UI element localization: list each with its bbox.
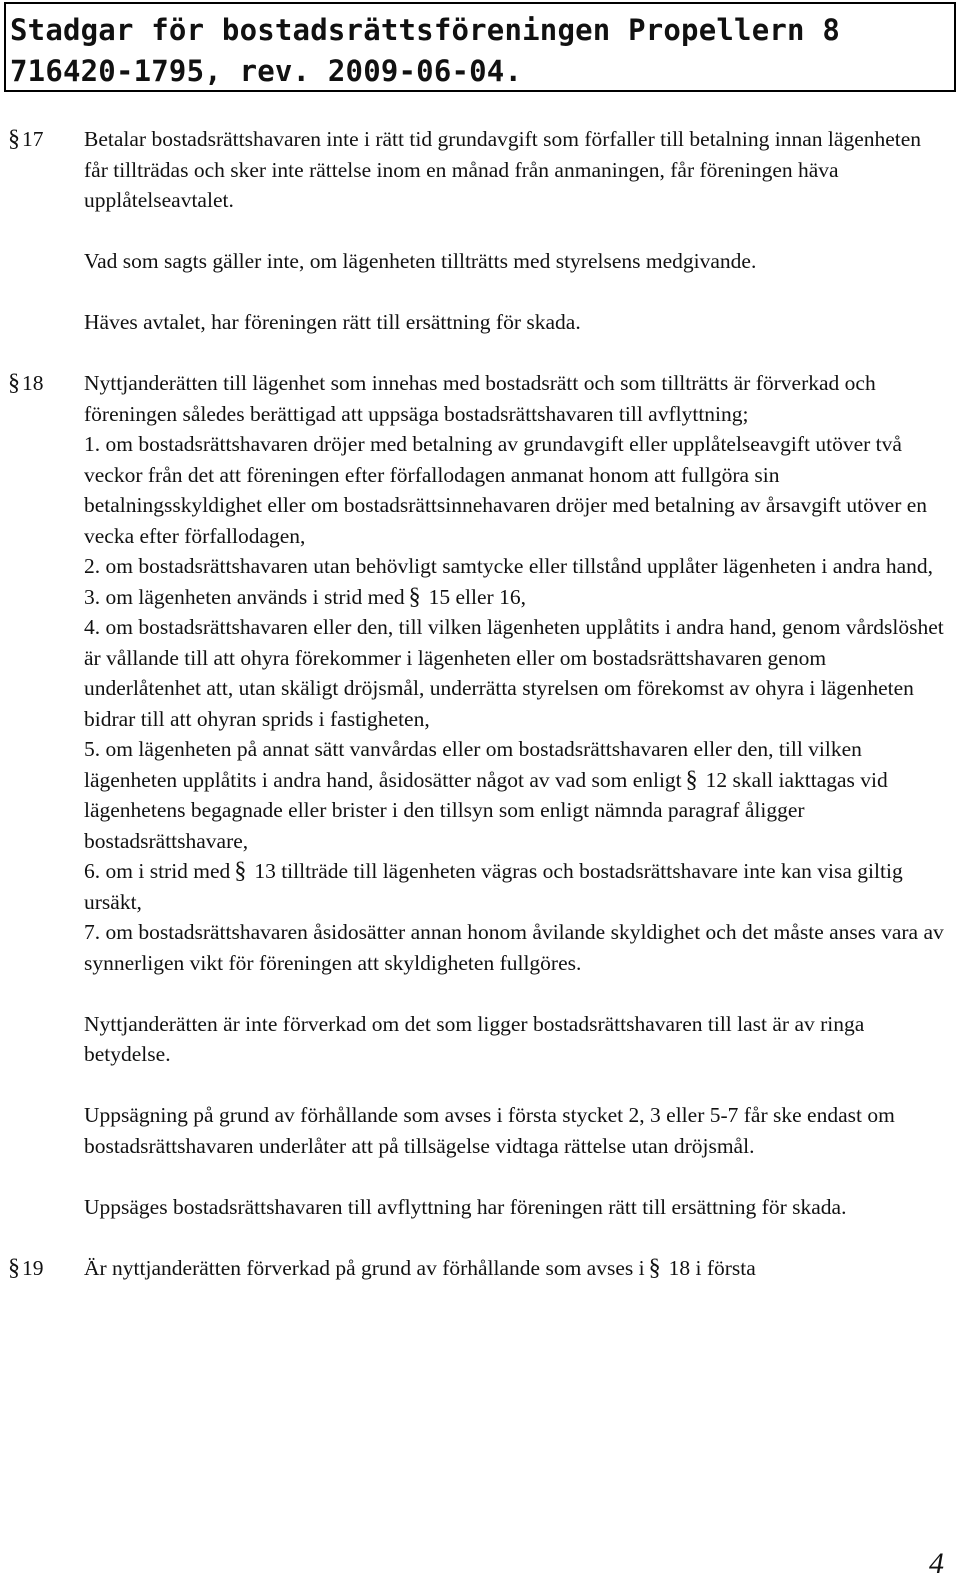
section-19-number — [8, 1253, 44, 1284]
section-number: 19 — [22, 1255, 44, 1280]
section-18-intro: Nyttjanderätten till lägenhet som innehas med bostadsrätt och som tillträtts är förverkad och föreningen således berättigad att uppsäga bostadsrättshavaren till avflyttning; — [84, 371, 876, 426]
document-org-number-revision: 716420-1795, rev. 2009-06-04. — [10, 54, 523, 88]
document-title: Stadgar för bostadsrättsföreningen Propellern 8 — [10, 13, 840, 47]
section-18-item-4: 4. om bostadsrättshavaren eller den, till vilken lägenheten upplåtits i andra hand, genom vårdslöshet är vållande till att ohyra förekommer i lägenheten eller om bostadsrättshavaren genom underlåtenhet att, utan skäligt dröjsmål, underrätta styrelsen om förekomst av ohyra i lägenheten bidrar till att ohyran sprids i fastigheten, — [84, 615, 944, 731]
item-3-text-end: 15 eller 16, — [428, 584, 526, 609]
section-number: 18 — [22, 371, 44, 395]
section-17-paragraph-3: Häves avtalet, har föreningen rätt till ersättning för skada. — [84, 310, 581, 334]
section-18-paragraph-2: Nyttjanderätten är inte förverkad om det som ligger bostadsrättshavaren till last är av ringa betydelse. — [84, 1011, 865, 1066]
item-3-text-start: 3. om lägenheten används i strid med — [84, 584, 405, 609]
section-17 — [0, 124, 960, 338]
item-6-text-end: 13 tillträde till lägenheten vägras och bostadsrättshavare inte kan visa giltig ursäkt, — [84, 859, 903, 914]
document-body — [0, 124, 960, 1283]
section-symbol: § — [8, 370, 20, 396]
section-17-body — [84, 124, 944, 338]
section-18-item-3 — [84, 582, 944, 613]
section-17-paragraph-2: Vad som sagts gäller inte, om lägenheten tillträtts med styrelsens medgivande. — [84, 249, 757, 273]
page-number: 4 — [929, 1547, 944, 1580]
item-6-text-start: 6. om i strid med — [84, 859, 231, 883]
section-18 — [0, 368, 960, 1222]
section-19-text-end: 18 i första — [668, 1255, 756, 1280]
section-19-paragraph-1 — [84, 1253, 944, 1284]
section-18-body — [84, 368, 944, 1222]
section-symbol: § — [648, 1254, 661, 1281]
section-18-item-2: 2. om bostadsrättshavaren utan behövligt samtycke eller tillstånd upplåter lägenheten i andra hand, — [84, 554, 933, 578]
section-symbol: § — [234, 858, 247, 884]
section-18-number — [8, 368, 44, 399]
section-19 — [0, 1253, 960, 1284]
section-symbol: § — [8, 1254, 20, 1281]
section-19-text-start: Är nyttjanderätten förverkad på grund av förhållande som avses i — [84, 1255, 645, 1280]
section-18-paragraph-3: Uppsägning på grund av förhållande som avses i första stycket 2, 3 eller 5-7 får ske endast om bostadsrättshavaren underlåter att på tillsägelse vidtaga rättelse utan dröjsmål. — [84, 1103, 895, 1158]
section-symbol: § — [408, 583, 421, 610]
item-5-text-end: 12 skall iakttagas vid lägenhetens begagnade eller brister i den tillsyn som enligt nämnda paragraf åligger bostadsrättshavare, — [84, 767, 888, 853]
item-5-text-start: 5. om lägenheten på annat sätt vanvårdas eller om bostadsrättshavaren eller den, till vilken lägenheten upplåtits i andra hand, åsidosätter något av vad som enligt — [84, 737, 862, 792]
section-18-item-6 — [84, 856, 944, 917]
section-18-item-1: 1. om bostadsrättshavaren dröjer med betalning av grundavgift eller upplåtelseavgift utöver två veckor från det att föreningen efter förfallodagen anmanat honom att fullgöra sin betalningsskyldighet eller om bostadsrättsinnehavaren dröjer med betalning av årsavgift utöver en vecka efter förfallodagen, — [84, 432, 928, 548]
section-number: 17 — [22, 127, 44, 151]
section-18-paragraph-4: Uppsäges bostadsrättshavaren till avflyttning har föreningen rätt till ersättning för skada. — [84, 1194, 847, 1219]
section-18-item-7: 7. om bostadsrättshavaren åsidosätter annan honom åvilande skyldighet och det måste anses vara av synnerligen vikt för föreningen att skyldigheten fullgöres. — [84, 920, 944, 975]
section-18-item-5 — [84, 734, 944, 856]
section-19-body — [84, 1253, 944, 1284]
section-symbol: § — [8, 126, 20, 152]
document-header — [4, 2, 956, 92]
section-17-number — [8, 124, 44, 155]
section-17-paragraph-1: Betalar bostadsrättshavaren inte i rätt tid grundavgift som förfaller till betalning innan lägenheten får tillträdas och sker inte rättelse inom en månad från anmaningen, får föreningen häva upplåtelseavtalet. — [84, 127, 922, 212]
section-symbol: § — [685, 766, 698, 793]
